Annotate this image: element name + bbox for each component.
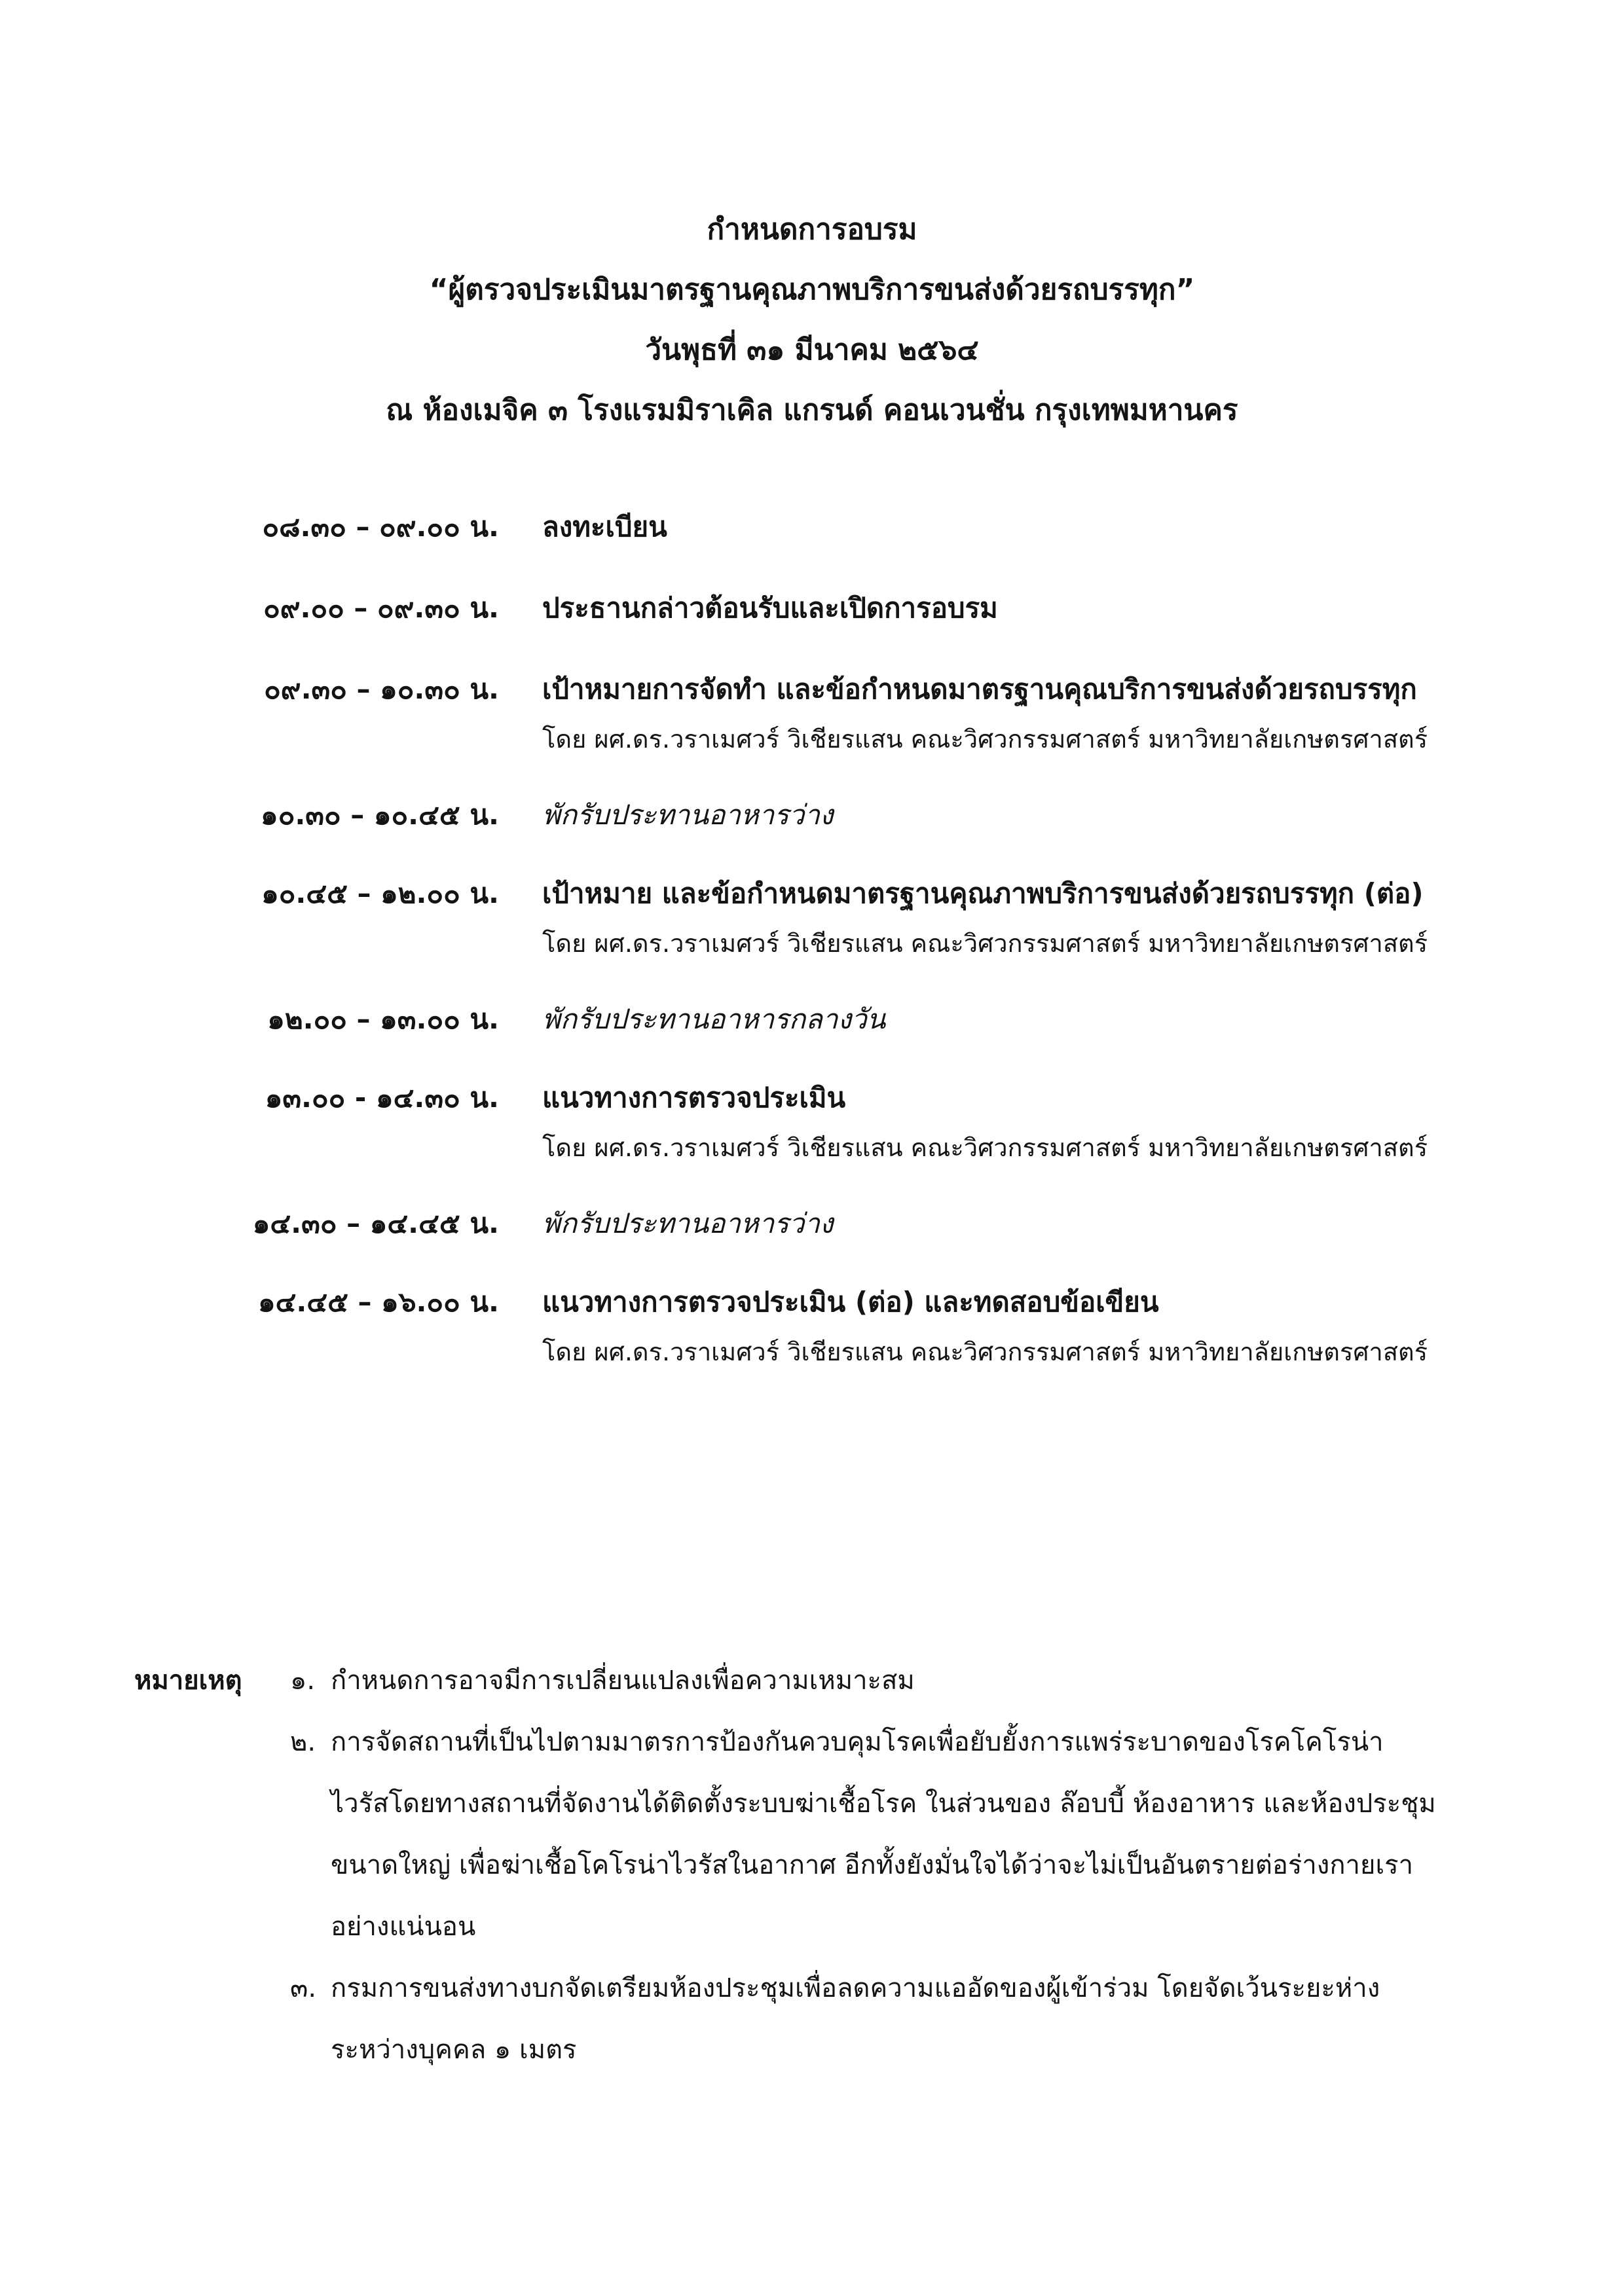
schedule-time: ๑๔.๔๕ – ๑๖.๐๐ น. xyxy=(257,1286,499,1318)
schedule-break-title: พักรับประทานอาหารกลางวัน xyxy=(542,1003,886,1035)
schedule-item xyxy=(542,993,1493,1046)
schedule-row xyxy=(196,993,1493,1046)
schedule-item xyxy=(542,501,1493,553)
schedule-time: ๑๔.๓๐ – ๑๔.๔๕ น. xyxy=(252,1207,499,1239)
note-text xyxy=(331,1650,1509,1711)
schedule-speaker: โดย ผศ.ดร.วราเมศวร์ วิเชียรแสน คณะวิศวกรรมศาสตร์ มหาวิทยาลัยเกษตรศาสตร์ xyxy=(542,1338,1428,1366)
schedule-item xyxy=(542,582,1493,634)
note-line: อย่างแน่นอน xyxy=(331,1912,476,1942)
notes-label: หมายเหตุ xyxy=(134,1666,242,1696)
header-course-name: “ผู้ตรวจประเมินมาตรฐานคุณภาพบริการขนส่งด้วยรถบรรทุก” xyxy=(429,273,1195,306)
schedule-row xyxy=(196,501,1493,553)
note-line: การจัดสถานที่เป็นไปตามมาตรการป้องกันควบคุมโรคเพื่อยับยั้งการแพร่ระบาดของโรคโคโรน่า xyxy=(331,1727,1384,1757)
note-item xyxy=(290,1650,1509,1711)
note-line: ขนาดใหญ่ เพื่อฆ่าเชื้อโคโรน่าไวรัสในอากาศ อีกทั้งยังมั่นใจได้ว่าจะไม่เป็นอันตรายต่อร่างกายเรา xyxy=(331,1850,1414,1880)
schedule-item xyxy=(542,789,1493,841)
note-number: ๑. xyxy=(290,1666,316,1696)
schedule-title: แนวทางการตรวจประเมิน xyxy=(542,1082,846,1114)
schedule-time: ๐๙.๐๐ – ๐๙.๓๐ น. xyxy=(263,592,499,624)
header-venue: ณ ห้องเมจิค ๓ โรงแรมมิราเคิล แกรนด์ คอนเวนชั่น กรุงเทพมหานคร xyxy=(386,393,1238,427)
note-text xyxy=(331,1958,1509,2081)
note-number: ๒. xyxy=(290,1727,316,1757)
schedule-time: ๐๙.๓๐ – ๑๐.๓๐ น. xyxy=(264,673,499,705)
header-title: กำหนดการอบรม xyxy=(707,213,917,246)
schedule-item xyxy=(542,867,1493,967)
schedule-speaker: โดย ผศ.ดร.วราเมศวร์ วิเชียรแสน คณะวิศวกรรมศาสตร์ มหาวิทยาลัยเกษตรศาสตร์ xyxy=(542,1133,1428,1162)
schedule-title: ลงทะเบียน xyxy=(542,511,667,543)
schedule-break-title: พักรับประทานอาหารว่าง xyxy=(542,1207,834,1239)
schedule-speaker: โดย ผศ.ดร.วราเมศวร์ วิเชียรแสน คณะวิศวกรรมศาสตร์ มหาวิทยาลัยเกษตรศาสตร์ xyxy=(542,725,1428,754)
schedule-time: ๑๒.๐๐ – ๑๓.๐๐ น. xyxy=(267,1003,499,1035)
note-text xyxy=(331,1711,1509,1958)
note-line: กำหนดการอาจมีการเปลี่ยนแปลงเพื่อความเหมาะสม xyxy=(331,1666,915,1696)
schedule-time: ๑๓.๐๐ - ๑๔.๓๐ น. xyxy=(265,1082,499,1114)
notes-list xyxy=(290,1650,1509,2081)
schedule-row xyxy=(196,1072,1493,1171)
schedule-row xyxy=(196,867,1493,967)
schedule-row xyxy=(196,582,1493,634)
schedule-time: ๑๐.๓๐ – ๑๐.๔๕ น. xyxy=(261,799,499,831)
schedule-speaker: โดย ผศ.ดร.วราเมศวร์ วิเชียรแสน คณะวิศวกรรมศาสตร์ มหาวิทยาลัยเกษตรศาสตร์ xyxy=(542,929,1428,958)
schedule-row xyxy=(196,663,1493,763)
schedule-item xyxy=(542,1276,1493,1376)
note-number: ๓. xyxy=(290,1973,317,2003)
schedule-title: ประธานกล่าวต้อนรับและเปิดการอบรม xyxy=(542,592,998,624)
schedule-time: ๑๐.๔๕ – ๑๒.๐๐ น. xyxy=(261,877,499,909)
document-header xyxy=(0,200,1624,441)
note-line: ระหว่างบุคคล ๑ เมตร xyxy=(331,2035,577,2065)
schedule-title: เป้าหมาย และข้อกำหนดมาตรฐานคุณภาพบริการขนส่งด้วยรถบรรทุก (ต่อ) xyxy=(542,877,1424,909)
schedule-title: แนวทางการตรวจประเมิน (ต่อ) และทดสอบข้อเขียน xyxy=(542,1286,1159,1318)
schedule-break-title: พักรับประทานอาหารว่าง xyxy=(542,799,834,831)
note-item xyxy=(290,1711,1509,1958)
schedule-row xyxy=(196,1197,1493,1250)
notes-row xyxy=(134,1650,1509,2081)
header-date: วันพุธที่ ๓๑ มีนาคม ๒๕๖๔ xyxy=(645,333,979,367)
schedule-item xyxy=(542,1072,1493,1171)
schedule-item xyxy=(542,663,1493,763)
schedule-time: ๐๘.๓๐ – ๐๙.๐๐ น. xyxy=(262,511,499,543)
schedule-row xyxy=(196,789,1493,841)
schedule-item xyxy=(542,1197,1493,1250)
notes-section xyxy=(134,1650,1509,2081)
note-item xyxy=(290,1958,1509,2081)
schedule-list xyxy=(196,501,1493,1376)
schedule-row xyxy=(196,1276,1493,1376)
note-line: ไวรัสโดยทางสถานที่จัดงานได้ติดตั้งระบบฆ่าเชื้อโรค ในส่วนของ ล๊อบบี้ ห้องอาหาร และห้องประชุม xyxy=(331,1789,1436,1819)
schedule-title: เป้าหมายการจัดทำ และข้อกำหนดมาตรฐานคุณบริการขนส่งด้วยรถบรรทุก xyxy=(542,673,1417,705)
note-line: กรมการขนส่งทางบกจัดเตรียมห้องประชุมเพื่อลดความแออัดของผู้เข้าร่วม โดยจัดเว้นระยะห่าง xyxy=(331,1973,1380,2003)
